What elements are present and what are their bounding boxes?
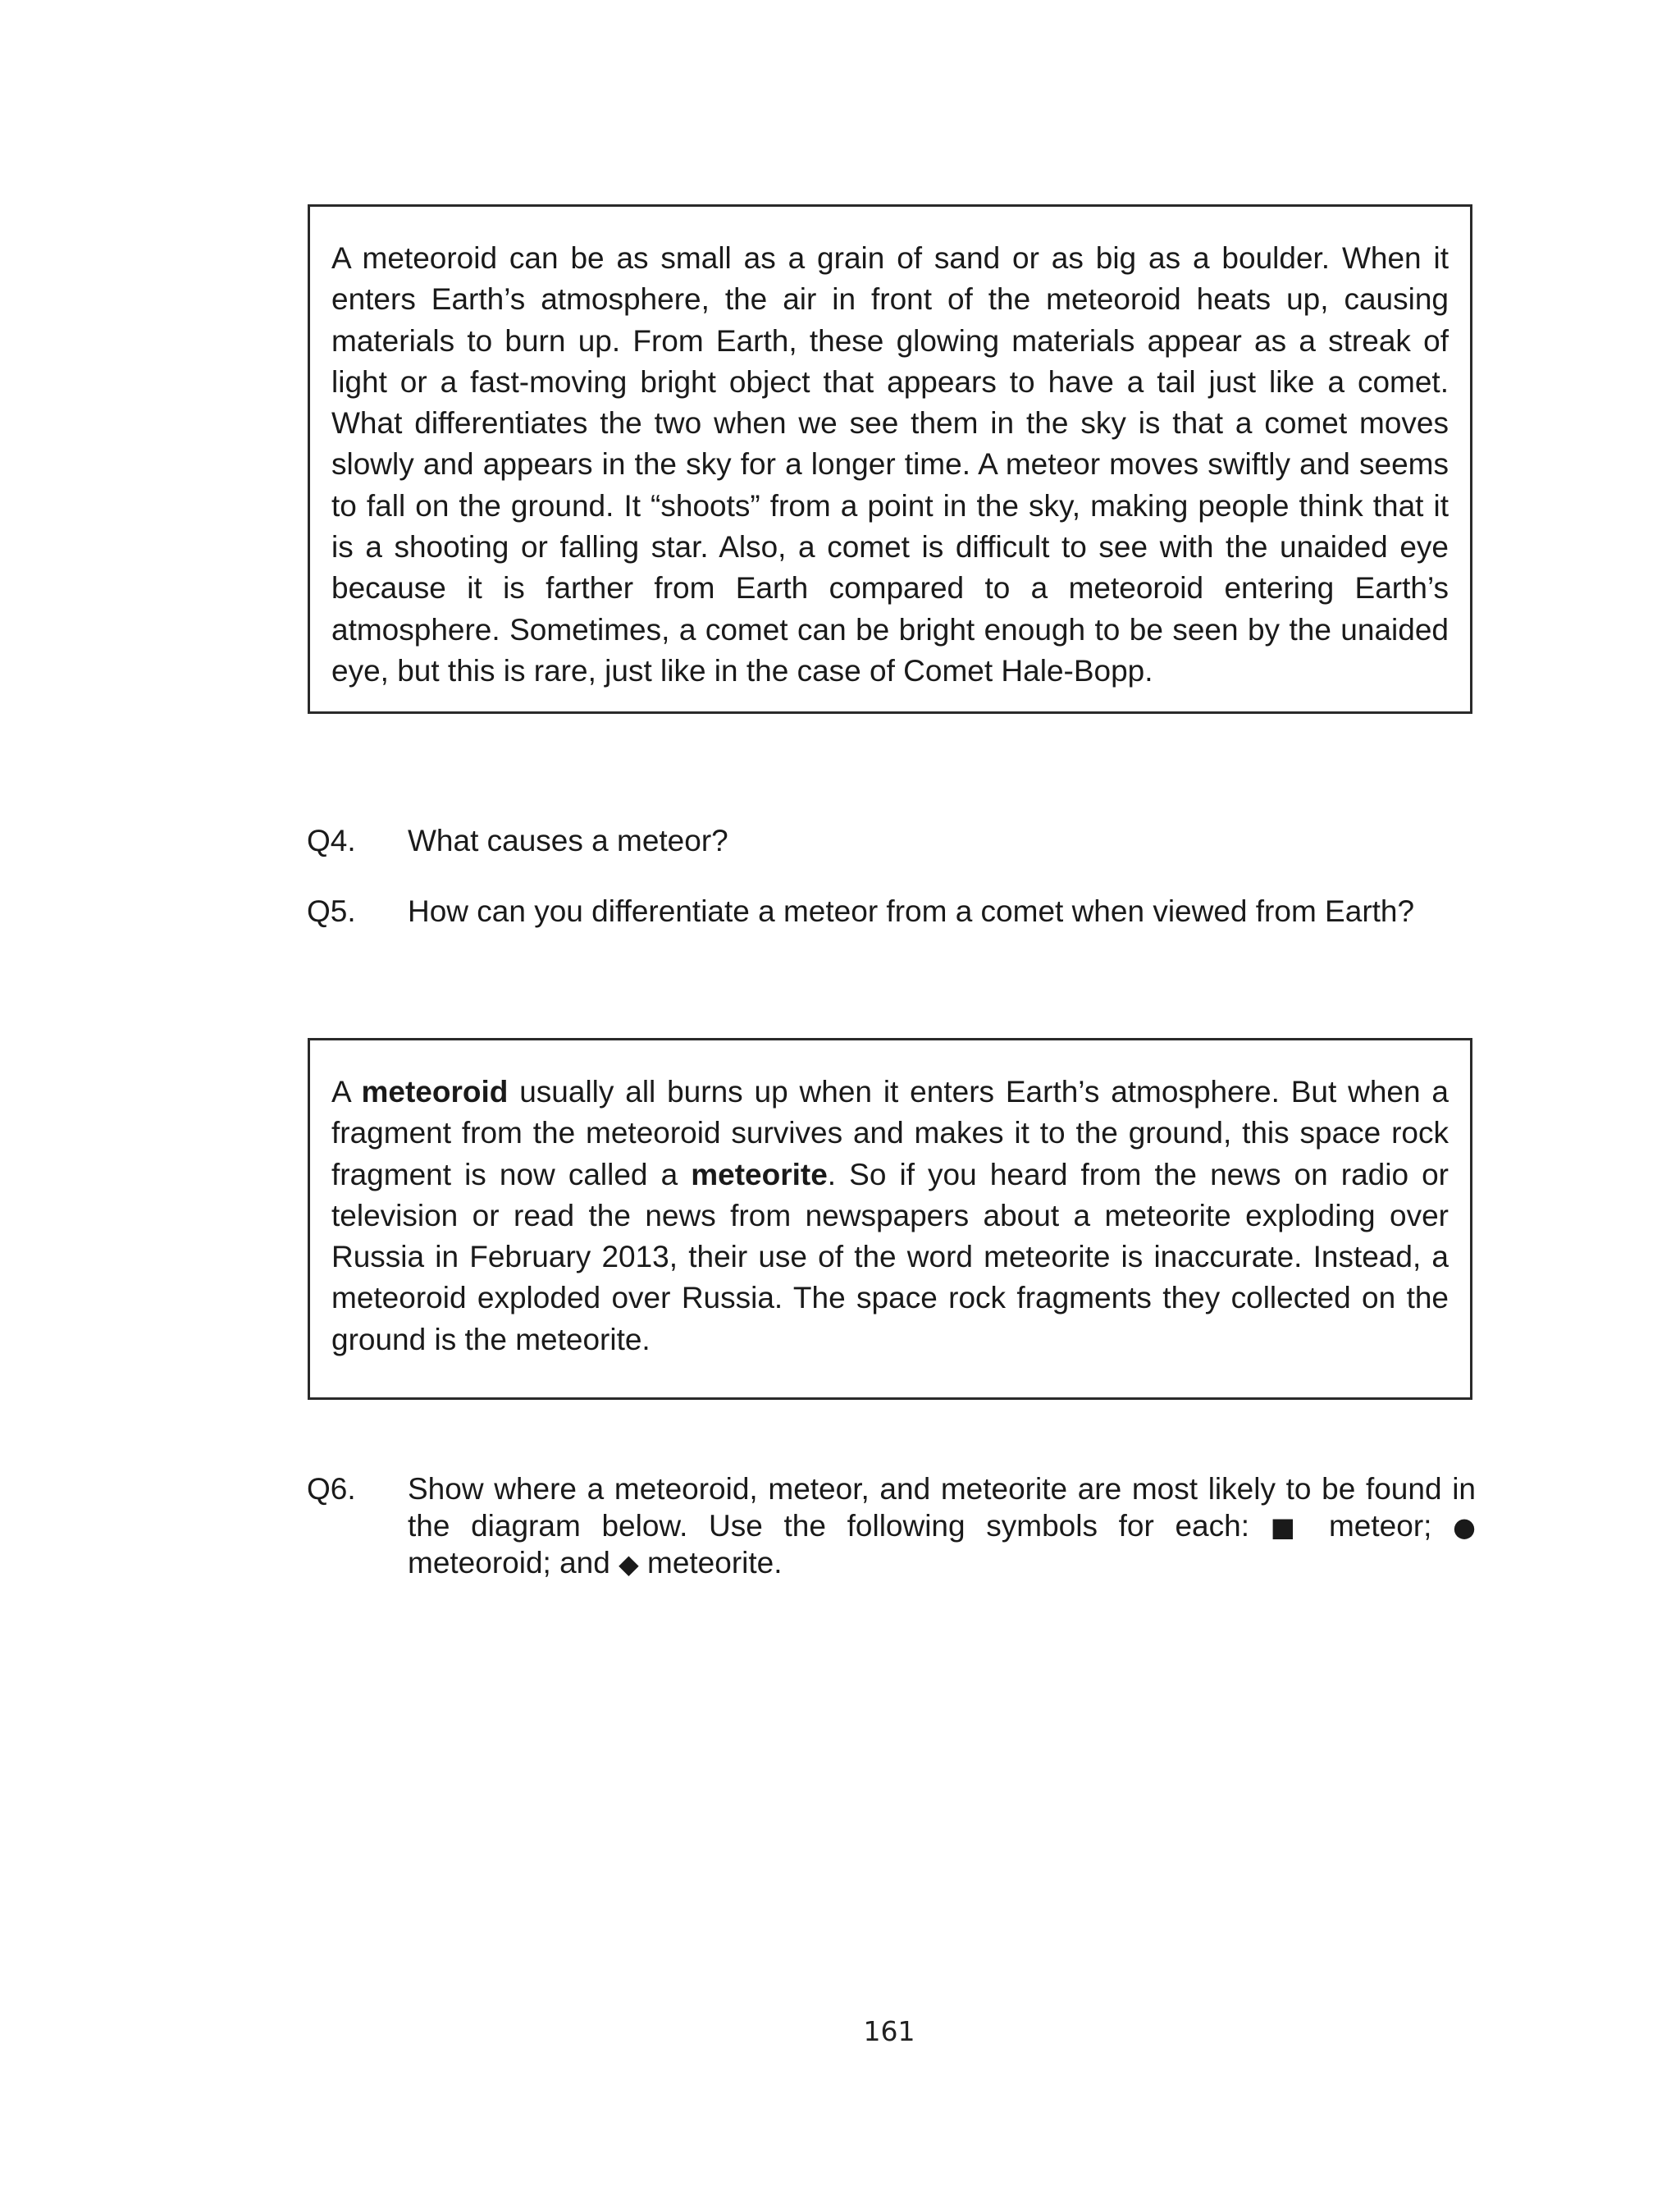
label-meteorite: meteorite. [638,1546,783,1580]
question-number: Q6. [307,1472,356,1506]
label-meteor: meteor; [1308,1508,1454,1543]
passage-text-segment: A [331,1075,362,1109]
passage-box-meteoroid-description [308,204,1472,714]
passage-box-meteorite-definition [308,1038,1472,1400]
circle-symbol-icon: ● [1453,1511,1477,1543]
diamond-symbol-icon: ◆ [619,1548,639,1580]
passage-text-segment: . So if you heard from the news on radio or television or read the news from newspapers about a meteorite exploding over Russia in February 2013, their use of the word meteorite is inaccurate. Instead, a meteoroid exploded over Russia. The space rock fragments they collected on the ground is the meteorite. [331,1157,1449,1356]
passage-text-segment: usually all burns up when it enters Earth’s atmosphere. But when a fragment from the meteoroid survives and makes it to the ground, this space rock fragment is now called a [331,1075,1449,1191]
question-intro: Show where a meteoroid, meteor, and meteorite are most likely to be found in the diagram below. Use the following symbols for each: [408,1472,1476,1543]
bold-term-meteoroid: meteoroid [361,1075,509,1109]
bold-term-meteorite: meteorite [691,1157,828,1191]
square-symbol-icon: ■ [1270,1511,1308,1543]
question-text: What causes a meteor? [408,824,728,857]
question-q5 [307,894,1476,930]
question-number: Q4. [307,824,356,857]
passage-text [331,1072,1449,1360]
question-text: How can you differentiate a meteor from a comet when viewed from Earth? [408,894,1415,928]
page-number: 161 [863,2015,915,2047]
question-number: Q5. [307,894,356,928]
question-text [408,1471,1476,1583]
question-q6 [307,1471,1476,1583]
passage-text: A meteoroid can be as small as a grain of sand or as big as a boulder. When it enters Earth’s atmosphere, the air in front of the meteoroid heats up, causing materials to burn up. From Earth, these glowing materials appear as a streak of light or a fast-moving bright object that appears to have a tail just like a comet. What differentiates the two when we see them in the sky is that a comet moves slowly and appears in the sky for a longer time. A meteor moves swiftly and seems to fall on the ground. It “shoots” from a point in the sky, making people think that it is a shooting or falling star. Also, a comet is difficult to see with the unaided eye because it is farther from Earth compared to a meteoroid entering Earth’s atmosphere. Sometimes, a comet can be bright enough to be seen by the unaided eye, but this is rare, just like in the case of Comet Hale-Bopp. [331,241,1449,688]
question-q4 [307,823,1476,859]
label-meteoroid: meteoroid; and [408,1546,619,1580]
